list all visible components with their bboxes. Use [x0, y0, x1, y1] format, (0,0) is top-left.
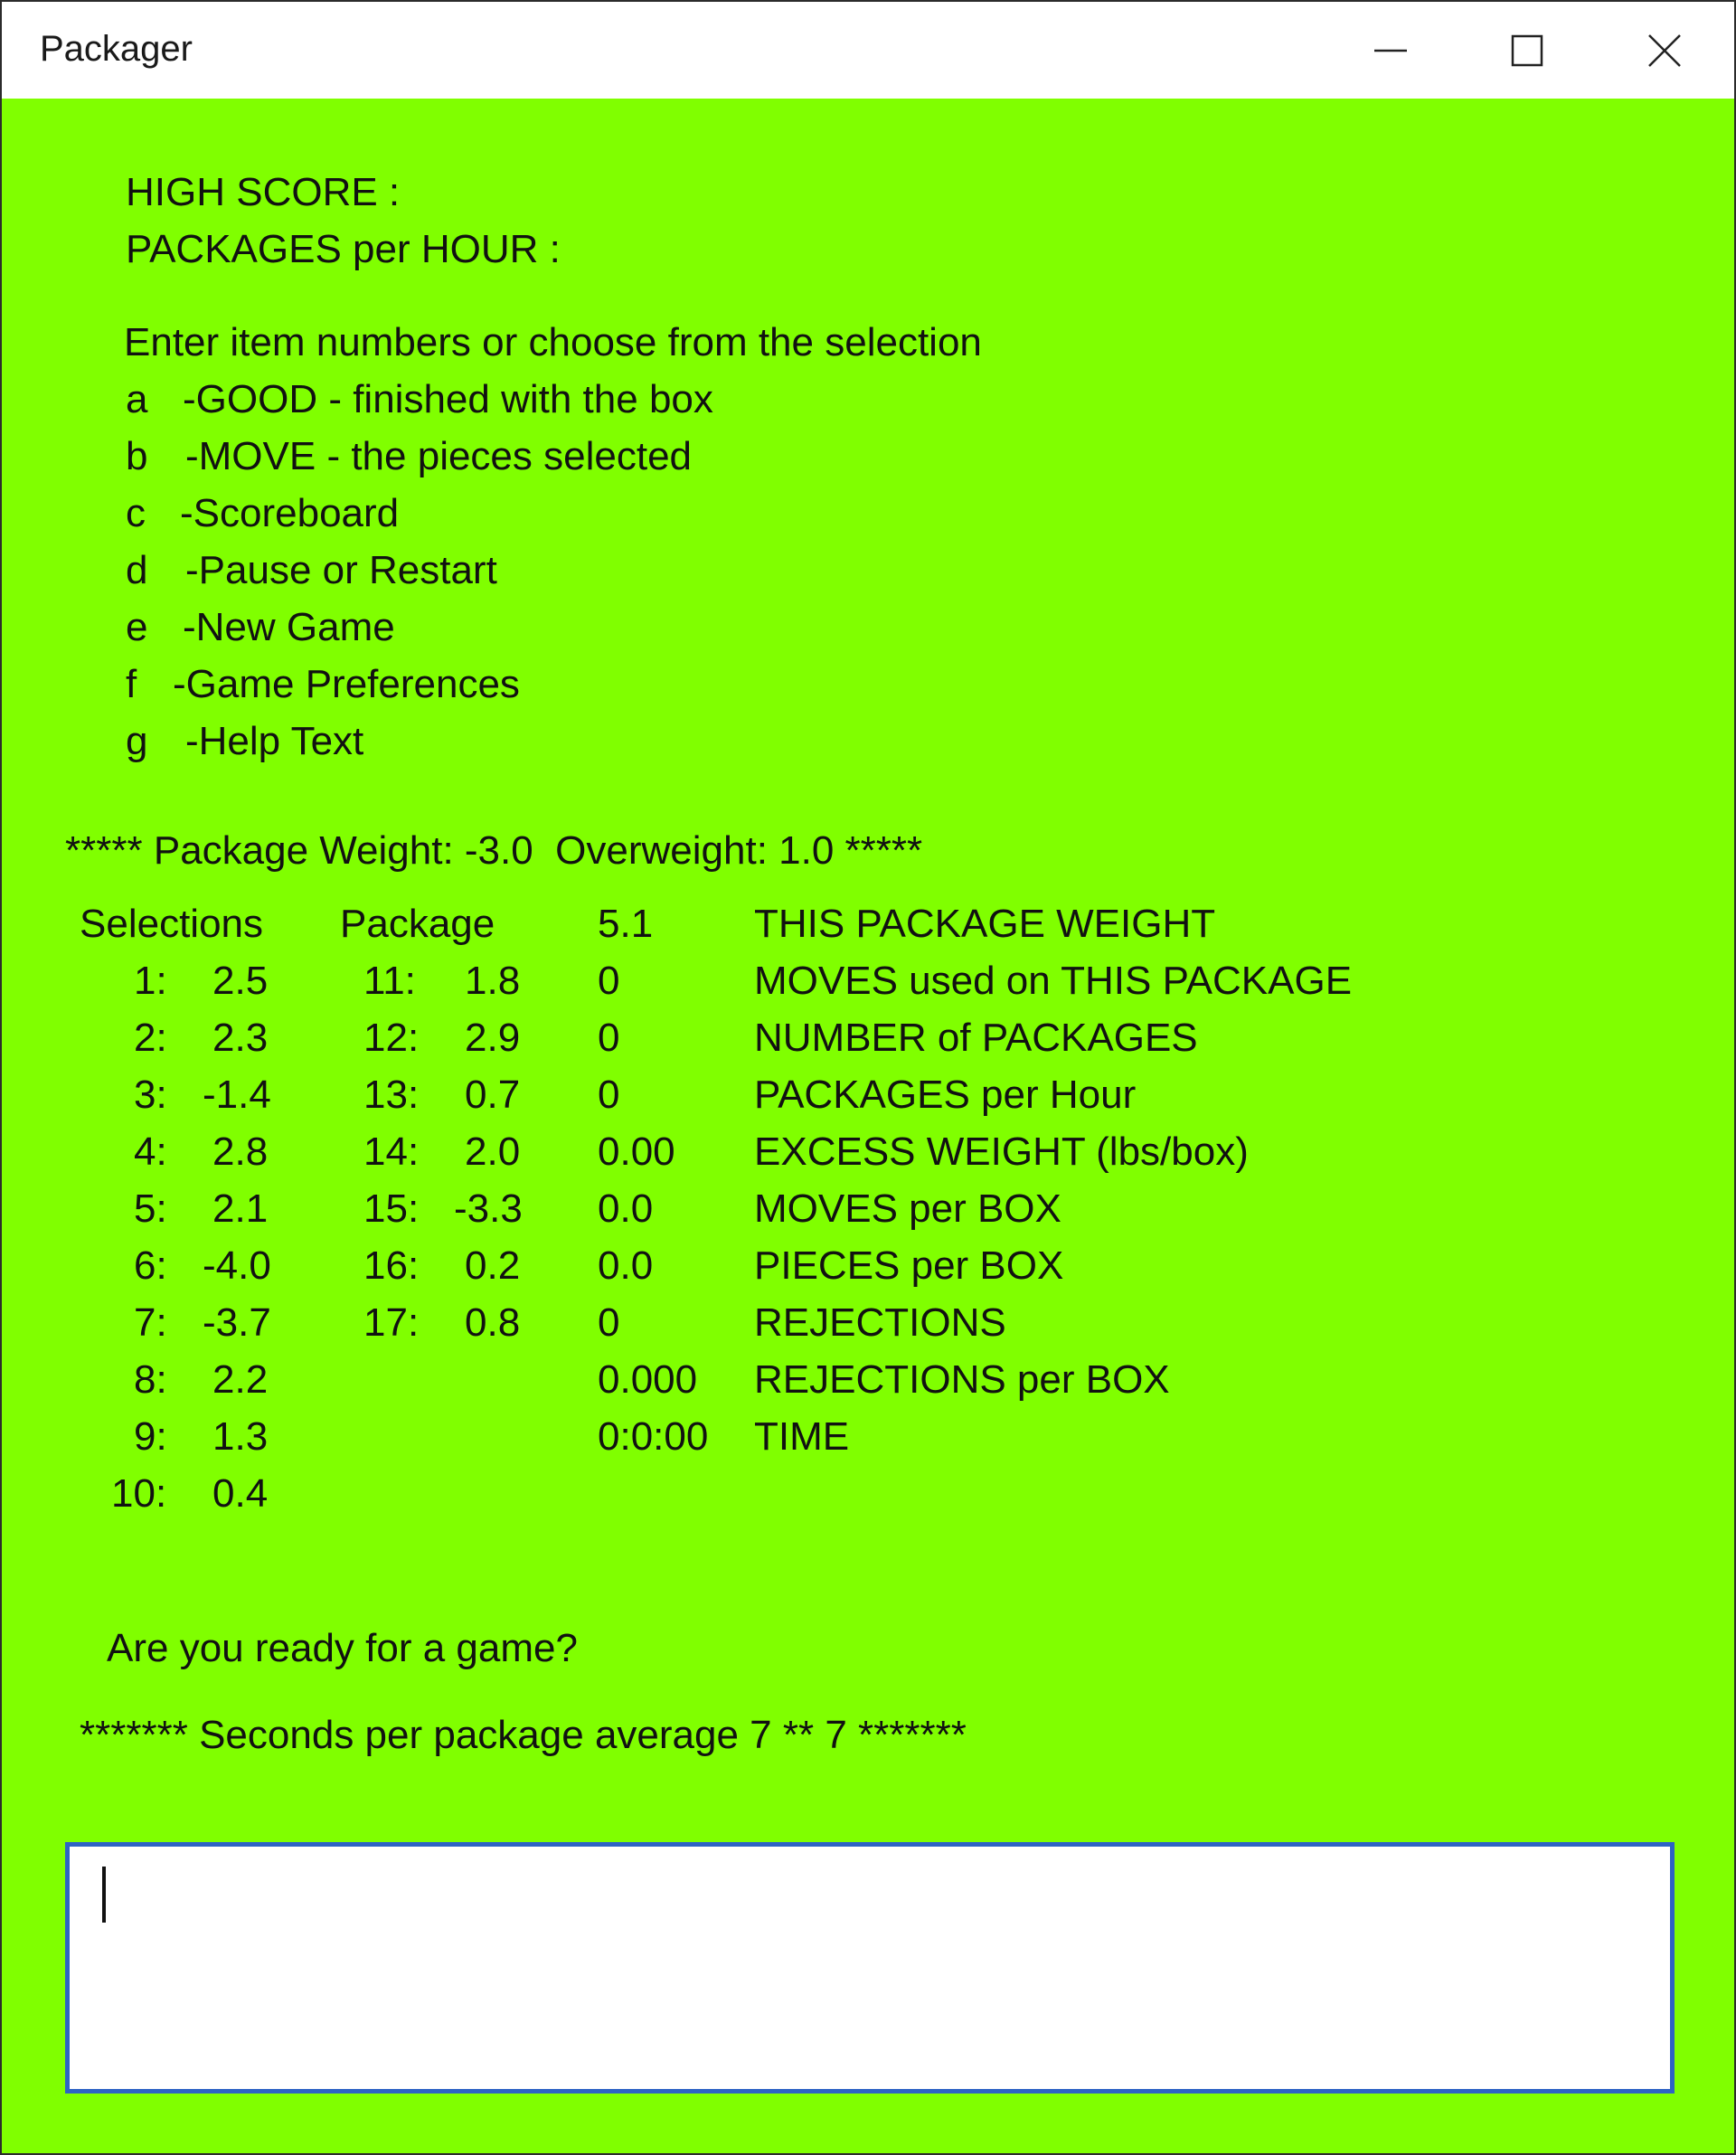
ready-prompt: Are you ready for a game? — [107, 1626, 578, 1670]
package-header: Package — [340, 902, 495, 946]
package-num: 11: — [363, 959, 416, 1003]
selection-item[interactable]: -1.4 — [203, 1073, 271, 1117]
stat-value: 0.0 — [598, 1186, 654, 1231]
selection-item[interactable]: 2.3 — [212, 1016, 269, 1060]
menu-item-preferences[interactable]: -Game Preferences — [173, 662, 520, 706]
package-item[interactable]: 0.7 — [465, 1073, 521, 1117]
package-num: 17: — [363, 1300, 420, 1345]
game-panel — [2, 99, 1734, 2153]
selection-num: 3: — [134, 1073, 167, 1117]
selection-item[interactable]: 0.4 — [212, 1471, 269, 1516]
menu-item-scoreboard[interactable]: -Scoreboard — [180, 491, 400, 535]
package-num: 14: — [363, 1129, 420, 1174]
selection-num: 7: — [134, 1300, 167, 1345]
menu-item-new-game[interactable]: -New Game — [183, 605, 395, 649]
menu-item-pause[interactable]: -Pause or Restart — [185, 548, 497, 592]
stat-label: PACKAGES per Hour — [754, 1073, 1137, 1117]
close-icon — [1646, 33, 1683, 69]
selections-header: Selections — [80, 902, 264, 946]
stat-value: 0 — [598, 959, 620, 1003]
package-weight-line: ***** Package Weight: -3.0 Overweight: 1.0 ***** — [65, 828, 923, 873]
stat-label: TIME — [754, 1414, 850, 1459]
stat-label: MOVES used on THIS PACKAGE — [754, 959, 1353, 1003]
stat-value: 0 — [598, 1300, 620, 1345]
selection-item[interactable]: -4.0 — [203, 1243, 271, 1288]
package-weight-label: THIS PACKAGE WEIGHT — [754, 902, 1216, 946]
menu-item-help[interactable]: -Help Text — [185, 719, 364, 763]
selection-num: 2: — [134, 1016, 167, 1060]
package-item[interactable]: -3.3 — [454, 1186, 523, 1231]
package-num: 16: — [363, 1243, 420, 1288]
stat-label: REJECTIONS per BOX — [754, 1357, 1170, 1402]
menu-item-good[interactable]: -GOOD - finished with the box — [183, 377, 713, 421]
menu-key-e: e — [126, 605, 148, 649]
stat-label: REJECTIONS — [754, 1300, 1006, 1345]
menu-key-c: c — [126, 491, 146, 535]
maximize-button[interactable] — [1459, 2, 1595, 99]
selection-item[interactable]: 2.8 — [212, 1129, 269, 1174]
minimize-button[interactable] — [1323, 2, 1458, 99]
package-num: 15: — [363, 1186, 420, 1231]
package-item[interactable]: 1.8 — [465, 959, 521, 1003]
stat-value: 0.000 — [598, 1357, 698, 1402]
stat-value: 0.00 — [598, 1129, 675, 1174]
window-title: Packager — [40, 29, 193, 69]
selection-item[interactable]: 2.1 — [212, 1186, 269, 1231]
selection-item[interactable]: 1.3 — [212, 1414, 269, 1459]
close-button[interactable] — [1597, 2, 1732, 99]
selection-num: 6: — [134, 1243, 167, 1288]
selection-item[interactable]: 2.2 — [212, 1357, 269, 1402]
menu-key-f: f — [126, 662, 137, 706]
menu-key-a: a — [126, 377, 148, 421]
selection-item[interactable]: 2.5 — [212, 959, 269, 1003]
package-num: 13: — [363, 1073, 420, 1117]
menu-key-d: d — [126, 548, 148, 592]
stat-value: 0 — [598, 1073, 620, 1117]
high-score-label: HIGH SCORE : — [126, 170, 401, 214]
package-item[interactable]: 0.2 — [465, 1243, 521, 1288]
selection-num: 8: — [134, 1357, 167, 1402]
maximize-icon — [1509, 33, 1545, 69]
command-input[interactable] — [65, 1842, 1675, 2094]
text-caret — [102, 1867, 106, 1923]
package-item[interactable]: 2.9 — [465, 1016, 521, 1060]
stat-label: MOVES per BOX — [754, 1186, 1061, 1231]
stat-value: 0:0:00 — [598, 1414, 709, 1459]
seconds-per-package-line: ******* Seconds per package average 7 ** 7 ******* — [80, 1713, 967, 1757]
package-item[interactable]: 0.8 — [465, 1300, 521, 1345]
selection-num: 4: — [134, 1129, 167, 1174]
menu-key-g: g — [126, 719, 148, 763]
stat-label: EXCESS WEIGHT (lbs/box) — [754, 1129, 1249, 1174]
selection-item[interactable]: -3.7 — [203, 1300, 271, 1345]
menu-prompt: Enter item numbers or choose from the selection — [124, 320, 982, 364]
selection-num: 1: — [134, 959, 167, 1003]
package-num: 12: — [363, 1016, 420, 1060]
menu-key-b: b — [126, 434, 148, 478]
selection-num: 9: — [134, 1414, 167, 1459]
selection-num: 10: — [111, 1471, 167, 1516]
stat-label: NUMBER of PACKAGES — [754, 1016, 1198, 1060]
stat-label: PIECES per BOX — [754, 1243, 1064, 1288]
packages-per-hour-label: PACKAGES per HOUR : — [126, 227, 561, 271]
selection-num: 5: — [134, 1186, 167, 1231]
menu-item-move[interactable]: -MOVE - the pieces selected — [185, 434, 693, 478]
package-weight-value: 5.1 — [598, 902, 654, 946]
stat-value: 0 — [598, 1016, 620, 1060]
stat-value: 0.0 — [598, 1243, 654, 1288]
minimize-icon — [1373, 33, 1409, 69]
title-bar — [2, 2, 1734, 99]
package-item[interactable]: 2.0 — [465, 1129, 521, 1174]
